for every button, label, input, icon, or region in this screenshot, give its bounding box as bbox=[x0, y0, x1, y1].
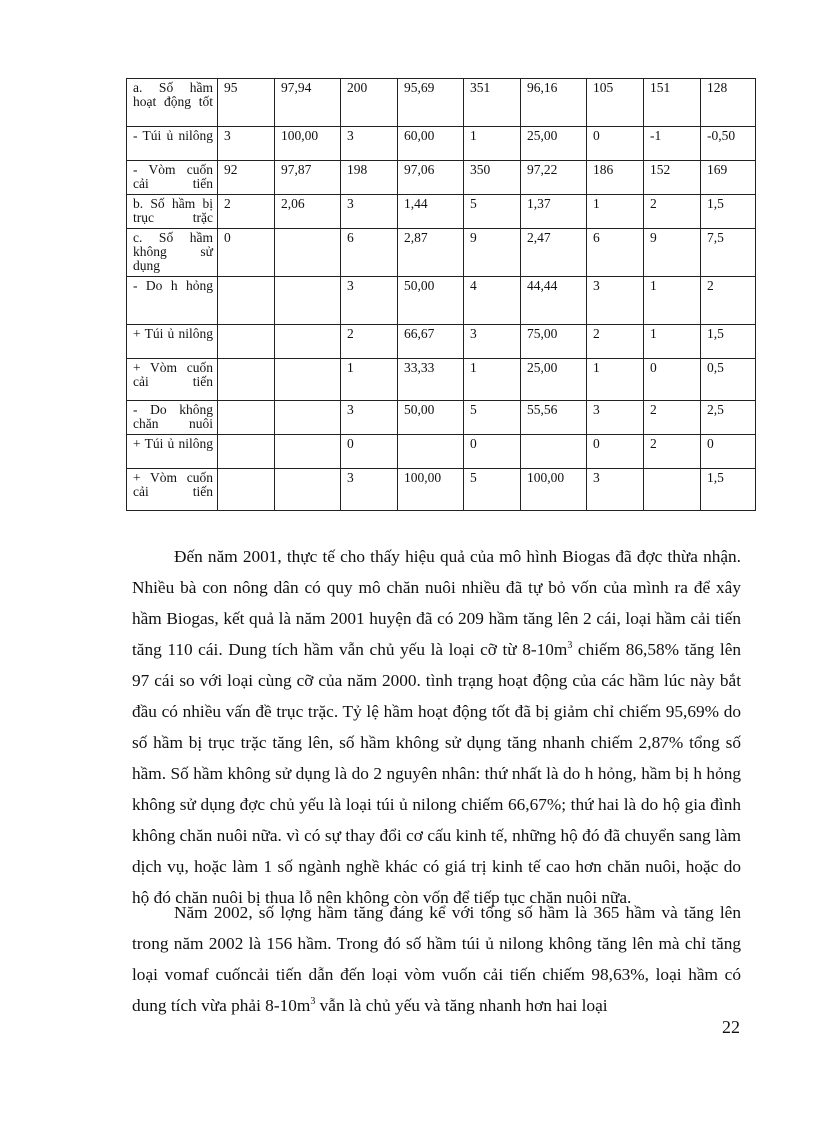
table-cell: 25,00 bbox=[521, 359, 587, 401]
table-cell: 186 bbox=[587, 161, 644, 195]
table-cell: 0 bbox=[701, 435, 756, 469]
table-cell: 95 bbox=[218, 79, 275, 127]
table-row bbox=[127, 79, 756, 127]
table-cell: 97,94 bbox=[275, 79, 341, 127]
table-row bbox=[127, 359, 756, 401]
row-label: a. Số hầm hoạt động tốt bbox=[127, 79, 218, 127]
table-cell: 55,56 bbox=[521, 401, 587, 435]
table-cell: 3 bbox=[341, 277, 398, 325]
table-row bbox=[127, 127, 756, 161]
table-cell: 50,00 bbox=[398, 277, 464, 325]
statistics-table bbox=[126, 78, 756, 511]
table-cell bbox=[275, 277, 341, 325]
table-cell: 0,5 bbox=[701, 359, 756, 401]
table-cell: 97,06 bbox=[398, 161, 464, 195]
table-cell: 3 bbox=[587, 401, 644, 435]
table-cell: 2,5 bbox=[701, 401, 756, 435]
table-cell: 5 bbox=[464, 195, 521, 229]
table-cell bbox=[218, 435, 275, 469]
paragraph-1-superscript: 3 bbox=[567, 640, 573, 651]
table-cell: 2,47 bbox=[521, 229, 587, 277]
table-cell: 44,44 bbox=[521, 277, 587, 325]
page-number: 22 bbox=[722, 1017, 740, 1037]
table-cell: 100,00 bbox=[521, 469, 587, 511]
table-cell: 1,5 bbox=[701, 195, 756, 229]
table-cell: 7,5 bbox=[701, 229, 756, 277]
table-cell: 3 bbox=[587, 277, 644, 325]
table-row bbox=[127, 435, 756, 469]
table-cell: 0 bbox=[644, 359, 701, 401]
table-cell bbox=[275, 435, 341, 469]
table-cell: 2 bbox=[341, 325, 398, 359]
table-cell: 1 bbox=[644, 325, 701, 359]
table-cell: -1 bbox=[644, 127, 701, 161]
table-cell: 6 bbox=[341, 229, 398, 277]
table-cell: 3 bbox=[341, 469, 398, 511]
table-cell: 1 bbox=[464, 359, 521, 401]
table-row bbox=[127, 229, 756, 277]
table-cell: 95,69 bbox=[398, 79, 464, 127]
table-cell: 9 bbox=[644, 229, 701, 277]
body-paragraph-2 bbox=[132, 897, 741, 1021]
body-paragraph-1 bbox=[132, 541, 741, 913]
table-cell: 1,37 bbox=[521, 195, 587, 229]
table-cell bbox=[275, 469, 341, 511]
table-cell bbox=[218, 469, 275, 511]
table-cell: 151 bbox=[644, 79, 701, 127]
paragraph-2-text-b: vẫn là chủ yếu và tăng nhanh hơn hai loại bbox=[315, 996, 608, 1015]
table-cell bbox=[275, 359, 341, 401]
table-cell: 97,22 bbox=[521, 161, 587, 195]
table-cell: 2 bbox=[644, 401, 701, 435]
table-cell: 66,67 bbox=[398, 325, 464, 359]
table-cell: 169 bbox=[701, 161, 756, 195]
table-cell: 128 bbox=[701, 79, 756, 127]
table-cell: 2,06 bbox=[275, 195, 341, 229]
table-cell bbox=[644, 469, 701, 511]
table-cell: 100,00 bbox=[275, 127, 341, 161]
table-cell: 2 bbox=[644, 195, 701, 229]
table-cell: 351 bbox=[464, 79, 521, 127]
row-label: c. Số hầm không sử dụng bbox=[127, 229, 218, 277]
table-cell: 0 bbox=[587, 127, 644, 161]
table-cell: 0 bbox=[218, 229, 275, 277]
table-cell: 97,87 bbox=[275, 161, 341, 195]
table-cell: 200 bbox=[341, 79, 398, 127]
paragraph-1-text-a: Đến năm 2001, thực tế cho thấy hiệu quả của mô hình Biogas đã đợc thừa nhận. Nhiều bà con nông dân có quy mô chăn nuôi nhiều đã tự bỏ vốn của mình ra để xây hầm Biogas, kết quả là năm 2001 huyện đã có 209 hầm tăng lên 2 cái, loại hầm cải tiến tăng 110 cái. Dung tích hầm vẫn chủ yếu là loại cỡ từ 8-10m bbox=[132, 547, 741, 659]
table-cell: 5 bbox=[464, 401, 521, 435]
table-cell: 2 bbox=[587, 325, 644, 359]
table-cell: 350 bbox=[464, 161, 521, 195]
table-cell: 25,00 bbox=[521, 127, 587, 161]
table-row bbox=[127, 469, 756, 511]
table-cell: 1 bbox=[587, 195, 644, 229]
row-label: - Do h hỏng bbox=[127, 277, 218, 325]
row-label: + Vòm cuốn cải tiến bbox=[127, 469, 218, 511]
table-cell bbox=[398, 435, 464, 469]
paragraph-1-text-b: chiếm 86,58% tăng lên 97 cái so với loại cùng cỡ của năm 2000. tình trạng hoạt động của các hầm lúc này bắt đầu có nhiều vấn đề trục trặc. Tỷ lệ hầm hoạt động tốt đã bị giảm chỉ chiếm 95,69% do số hầm bị trục trặc tăng lên, số hầm không sử dụng tăng nhanh chiếm 2,87% tổng số hầm. Số hầm không sử dụng là do 2 nguyên nhân: thứ nhất là do h hỏng, hầm bị h hỏng không sử dụng đợc chủ yếu là loại túi ủ nilong chiếm 66,67%; thứ hai là do hộ gia đình không chăn nuôi nữa. vì có sự thay đổi cơ cấu kinh tế, những hộ đó đã chuyển sang làm dịch vụ, hoặc làm 1 số ngành nghề khác có giá trị kinh tế cao hơn chăn nuôi, hoặc do hộ đó chăn nuôi bị thua lỗ nên không còn vốn để tiếp tục chăn nuôi nữa. bbox=[132, 640, 741, 907]
table-cell bbox=[218, 401, 275, 435]
table-cell bbox=[218, 277, 275, 325]
row-label: - Vòm cuốn cải tiến bbox=[127, 161, 218, 195]
table-cell: 3 bbox=[341, 401, 398, 435]
table-row bbox=[127, 325, 756, 359]
table-cell: 4 bbox=[464, 277, 521, 325]
table-cell: 2,87 bbox=[398, 229, 464, 277]
table-cell bbox=[218, 325, 275, 359]
table-cell: 5 bbox=[464, 469, 521, 511]
table-cell: 60,00 bbox=[398, 127, 464, 161]
table-cell: 96,16 bbox=[521, 79, 587, 127]
table-cell bbox=[275, 325, 341, 359]
table-cell: 1 bbox=[644, 277, 701, 325]
table-row bbox=[127, 161, 756, 195]
table-cell: 9 bbox=[464, 229, 521, 277]
table-cell: 0 bbox=[587, 435, 644, 469]
table-cell: 2 bbox=[701, 277, 756, 325]
table-cell bbox=[275, 401, 341, 435]
table-cell: 1,5 bbox=[701, 469, 756, 511]
table-cell bbox=[521, 435, 587, 469]
paragraph-2-superscript: 3 bbox=[310, 996, 316, 1007]
table-cell bbox=[218, 359, 275, 401]
table-cell: 2 bbox=[644, 435, 701, 469]
table-cell: 6 bbox=[587, 229, 644, 277]
table-cell: 50,00 bbox=[398, 401, 464, 435]
table-cell: 1 bbox=[587, 359, 644, 401]
table-cell: 3 bbox=[341, 195, 398, 229]
table-row bbox=[127, 195, 756, 229]
table-cell: 0 bbox=[341, 435, 398, 469]
table-cell: -0,50 bbox=[701, 127, 756, 161]
paragraph-2-text-a: Năm 2002, số lợng hầm tăng đáng kể với tổng số hầm là 365 hầm và tăng lên trong năm 2002 là 156 hầm. Trong đó số hầm túi ủ nilong không tăng lên mà chỉ tăng loại vomaf cuốncải tiến dẫn đến loại vòm vuốn cải tiến chiếm 98,63%, loại hầm có dung tích vừa phải 8-10m bbox=[132, 903, 741, 1015]
table-cell: 3 bbox=[464, 325, 521, 359]
table-cell: 100,00 bbox=[398, 469, 464, 511]
row-label: b. Số hầm bị trục trặc bbox=[127, 195, 218, 229]
table-cell: 75,00 bbox=[521, 325, 587, 359]
table-cell: 1 bbox=[341, 359, 398, 401]
table-row bbox=[127, 401, 756, 435]
row-label: + Túi ủ nilông bbox=[127, 435, 218, 469]
table-cell: 1,5 bbox=[701, 325, 756, 359]
table-cell: 0 bbox=[464, 435, 521, 469]
table-cell: 3 bbox=[218, 127, 275, 161]
table-cell: 1 bbox=[464, 127, 521, 161]
table-cell: 152 bbox=[644, 161, 701, 195]
row-label: - Túi ủ nilông bbox=[127, 127, 218, 161]
table-cell: 1,44 bbox=[398, 195, 464, 229]
row-label: - Do không chăn nuôi bbox=[127, 401, 218, 435]
table-cell bbox=[275, 229, 341, 277]
table-cell: 2 bbox=[218, 195, 275, 229]
table-cell: 3 bbox=[341, 127, 398, 161]
table-cell: 92 bbox=[218, 161, 275, 195]
table-cell: 105 bbox=[587, 79, 644, 127]
row-label: + Túi ủ nilông bbox=[127, 325, 218, 359]
table-cell: 3 bbox=[587, 469, 644, 511]
table-body bbox=[127, 79, 756, 511]
row-label: + Vòm cuốn cải tiến bbox=[127, 359, 218, 401]
table-row bbox=[127, 277, 756, 325]
table-cell: 33,33 bbox=[398, 359, 464, 401]
table-cell: 198 bbox=[341, 161, 398, 195]
